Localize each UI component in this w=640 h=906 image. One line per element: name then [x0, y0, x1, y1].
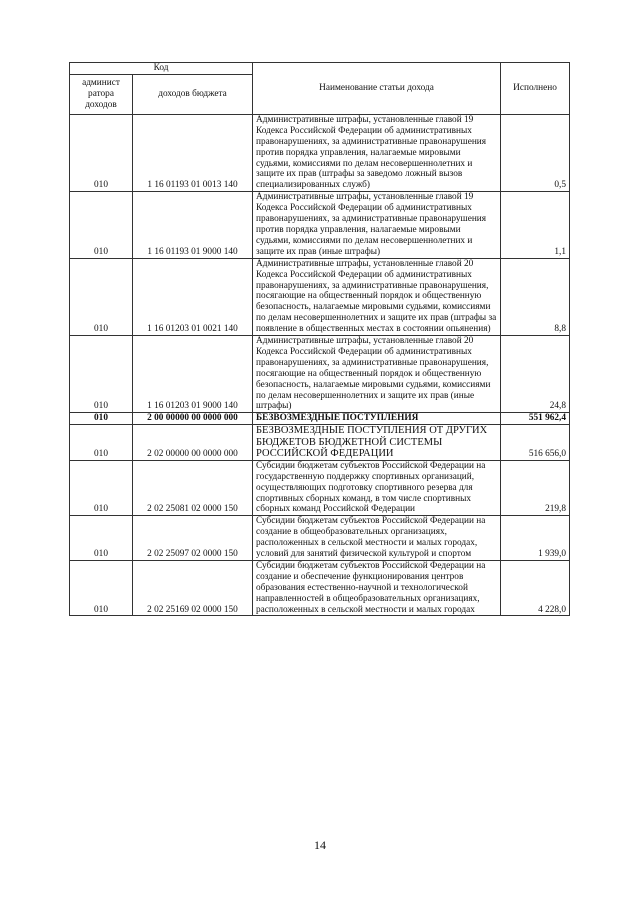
page-number: 14: [314, 838, 326, 852]
income-code-cell: 1 16 01203 01 0021 140: [133, 258, 253, 335]
amount-cell: 551 962,4: [501, 413, 570, 425]
amount-cell: 516 656,0: [501, 425, 570, 461]
table-row: [70, 258, 570, 335]
income-code-cell: 2 00 00000 00 0000 000: [133, 413, 253, 425]
admin-code-cell: 010: [70, 560, 133, 616]
income-name-cell: Административные штрафы, установленные главой 19 Кодекса Российской Федерации об административных правонарушениях, за административные правонарушения против порядка управления, налагаемые мировыми судьями, комиссиями по делам несовершеннолетних и защите их прав (иные штрафы): [253, 192, 501, 258]
admin-code-cell: 010: [70, 413, 133, 425]
amount-cell: 4 228,0: [501, 560, 570, 616]
admin-code-cell: 010: [70, 114, 133, 191]
name-header: Наименование статьи дохода: [253, 63, 501, 115]
admin-header: админист ратора доходов: [70, 74, 133, 114]
code-header: Код: [70, 63, 253, 75]
income-code-header: доходов бюджета: [133, 74, 253, 114]
table-row: [70, 425, 570, 461]
income-code-cell: 2 02 25081 02 0000 150: [133, 460, 253, 516]
admin-code-cell: 010: [70, 192, 133, 258]
table-row: [70, 336, 570, 413]
revenue-table: [69, 62, 570, 616]
income-code-cell: 2 02 25169 02 0000 150: [133, 560, 253, 616]
table-row: [70, 192, 570, 258]
income-name-cell: Субсидии бюджетам субъектов Российской Федерации на создание в общеобразовательных организациях, расположенных в сельской местности и малых городах, условий для занятий физической культурой и спортом: [253, 516, 501, 561]
amount-cell: 8,8: [501, 258, 570, 335]
income-code-cell: 1 16 01193 01 9000 140: [133, 192, 253, 258]
table-row: [70, 460, 570, 516]
income-name-cell: Административные штрафы, установленные главой 20 Кодекса Российской Федерации об административных правонарушениях, за административные правонарушения, посягающие на общественный порядок и общественную безопасность, налагаемые мировыми судьями, комиссиями по делам несовершеннолетних и защите их прав (иные штрафы): [253, 336, 501, 413]
admin-code-cell: 010: [70, 516, 133, 561]
amount-cell: 24,8: [501, 336, 570, 413]
table-row: [70, 516, 570, 561]
income-name-cell: БЕЗВОЗМЕЗДНЫЕ ПОСТУПЛЕНИЯ: [253, 413, 501, 425]
income-name-cell: Субсидии бюджетам субъектов Российской Федерации на создание и обеспечение функционирования центров образования естественно-научной и технологической направленностей в общеобразовательных организациях, расположенных в сельской местности и малых городах: [253, 560, 501, 616]
table-row: [70, 560, 570, 616]
table-row: [70, 413, 570, 425]
amount-cell: 1 939,0: [501, 516, 570, 561]
income-code-cell: 2 02 00000 00 0000 000: [133, 425, 253, 461]
income-name-cell: Административные штрафы, установленные главой 19 Кодекса Российской Федерации об административных правонарушениях, за административные правонарушения против порядка управления, налагаемые мировыми судьями, комиссиями по делам несовершеннолетних и защите их прав (штрафы за заведомо ложный вызов специализированных служб): [253, 114, 501, 191]
income-code-cell: 1 16 01203 01 9000 140: [133, 336, 253, 413]
income-name-cell: Субсидии бюджетам субъектов Российской Федерации на государственную поддержку спортивных организаций, осуществляющих подготовку спортивного резерва для спортивных сборных команд, в том числе спортивных сборных команд Российской Федерации: [253, 460, 501, 516]
amount-cell: 0,5: [501, 114, 570, 191]
admin-code-cell: 010: [70, 258, 133, 335]
executed-header: Исполнено: [501, 63, 570, 115]
admin-code-cell: 010: [70, 336, 133, 413]
table-row: [70, 114, 570, 191]
admin-code-cell: 010: [70, 425, 133, 461]
income-name-cell: БЕЗВОЗМЕЗДНЫЕ ПОСТУПЛЕНИЯ ОТ ДРУГИХ БЮДЖЕТОВ БЮДЖЕТНОЙ СИСТЕМЫ РОССИЙСКОЙ ФЕДЕРАЦИИ: [253, 425, 501, 461]
admin-code-cell: 010: [70, 460, 133, 516]
income-code-cell: 2 02 25097 02 0000 150: [133, 516, 253, 561]
amount-cell: 1,1: [501, 192, 570, 258]
amount-cell: 219,8: [501, 460, 570, 516]
income-name-cell: Административные штрафы, установленные главой 20 Кодекса Российской Федерации об административных правонарушениях, за административные правонарушения, посягающие на общественный порядок и общественную безопасность, налагаемые мировыми судьями, комиссиями по делам несовершеннолетних и защите их прав (штрафы за появление в общественных местах в состоянии опьянения): [253, 258, 501, 335]
income-code-cell: 1 16 01193 01 0013 140: [133, 114, 253, 191]
